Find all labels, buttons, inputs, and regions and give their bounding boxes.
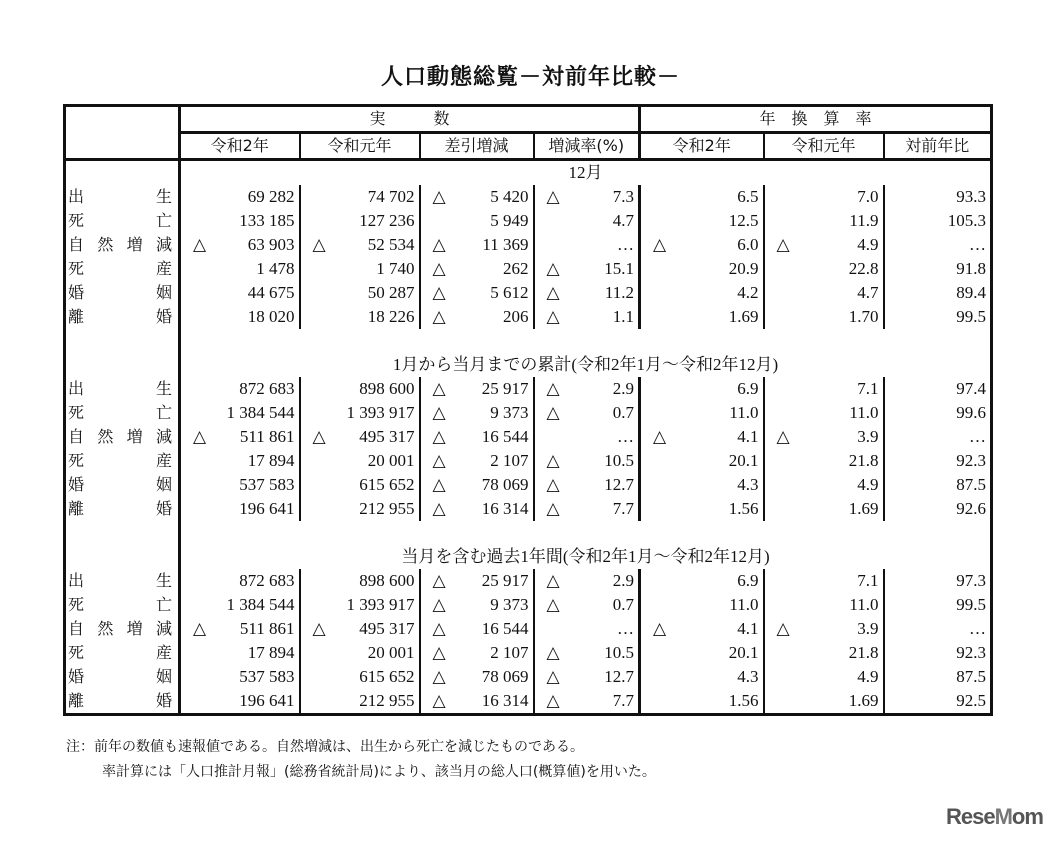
row-label-text: 出 生: [68, 379, 172, 398]
value-number: 2.9: [612, 571, 634, 590]
value-number: 1.1: [612, 307, 634, 326]
value-number: 6.0: [737, 235, 759, 254]
value-number: 3.9: [857, 427, 879, 446]
value-cell: 97.3: [956, 571, 986, 590]
value-cell: 7.1: [764, 377, 884, 401]
value-number: 2.9: [612, 379, 634, 398]
value-cell: [640, 617, 764, 641]
value-number: 0.7: [612, 595, 634, 614]
row-label: [65, 473, 180, 497]
value-cell: 21.8: [764, 449, 884, 473]
table-row: [65, 209, 992, 233]
value-number: 5 420: [490, 187, 529, 206]
negative-triangle-icon: △: [546, 307, 560, 326]
negative-triangle-icon: △: [546, 187, 560, 206]
value-cell: 87.5: [956, 667, 986, 686]
negative-triangle-icon: △: [432, 619, 446, 638]
value-cell: 4.9: [764, 665, 884, 689]
row-label: [65, 257, 180, 281]
value-cell: 91.8: [956, 259, 986, 278]
section-spacer: [65, 329, 992, 353]
value-cell: 11.0: [640, 401, 764, 425]
negative-triangle-icon: △: [653, 619, 667, 638]
value-cell: 12.5: [640, 209, 764, 233]
value-cell: 20 001: [300, 449, 420, 473]
column-header: 令和元年: [764, 133, 884, 160]
value-cell: 89.4: [956, 283, 986, 302]
value-cell: 1 384 544: [180, 593, 300, 617]
value-cell: [534, 377, 640, 401]
spacer-cell: [180, 329, 992, 353]
negative-triangle-icon: △: [776, 235, 790, 254]
value-cell: 11.0: [764, 593, 884, 617]
value-cell: 11.0: [764, 401, 884, 425]
row-label-text: 自 然 増 減: [68, 427, 172, 446]
value-cell: 4.9: [764, 473, 884, 497]
header-group-actual: 実 数: [180, 106, 640, 133]
row-label-text: 死 亡: [68, 403, 172, 422]
value-number: 78 069: [481, 667, 529, 686]
value-cell: 5 949: [420, 209, 534, 233]
value-cell: 99.5: [956, 307, 986, 326]
section-title: 当月を含む過去1年間(令和2年1月～令和2年12月): [401, 547, 770, 566]
value-cell: [534, 641, 640, 665]
negative-triangle-icon: △: [546, 475, 560, 494]
value-cell: 97.4: [956, 379, 986, 398]
value-cell: …: [534, 233, 640, 257]
section-spacer: [65, 521, 992, 545]
section-title-row: [65, 353, 992, 377]
table-row: [65, 593, 992, 617]
row-label-text: 離 婚: [68, 499, 172, 518]
row-label: [65, 209, 180, 233]
value-number: 52 534: [367, 235, 415, 254]
value-cell: 69 282: [180, 185, 300, 209]
value-cell: …: [534, 425, 640, 449]
value-cell: [420, 593, 534, 617]
value-cell: 7.1: [764, 569, 884, 593]
value-number: 12.7: [604, 475, 634, 494]
value-number: 4.9: [857, 235, 879, 254]
value-cell: 127 236: [300, 209, 420, 233]
negative-triangle-icon: △: [193, 427, 207, 446]
value-number: 11.2: [604, 283, 634, 302]
negative-triangle-icon: △: [432, 403, 446, 422]
negative-triangle-icon: △: [546, 379, 560, 398]
row-label-text: 自 然 増 減: [68, 235, 172, 254]
column-header: 令和元年: [300, 133, 420, 160]
header-group-annual-rate: 年 換 算 率: [640, 106, 992, 133]
column-header: 令和2年: [180, 133, 300, 160]
negative-triangle-icon: △: [432, 379, 446, 398]
value-number: 16 544: [481, 427, 529, 446]
value-cell: 11.9: [764, 209, 884, 233]
value-cell: 537 583: [180, 473, 300, 497]
row-label: [65, 617, 180, 641]
row-label: [65, 425, 180, 449]
negative-triangle-icon: △: [432, 499, 446, 518]
value-cell: 898 600: [300, 377, 420, 401]
negative-triangle-icon: △: [432, 595, 446, 614]
value-cell: [420, 401, 534, 425]
row-label-text: 死 産: [68, 259, 172, 278]
value-cell: 18 020: [180, 305, 300, 329]
value-cell: [534, 665, 640, 689]
negative-triangle-icon: △: [776, 619, 790, 638]
value-cell: 20.1: [640, 641, 764, 665]
value-cell: 1.70: [764, 305, 884, 329]
value-cell: 20.1: [640, 449, 764, 473]
population-dynamics-table: [63, 104, 993, 716]
value-cell: 99.5: [956, 595, 986, 614]
value-cell: 99.6: [956, 403, 986, 422]
value-number: 3.9: [857, 619, 879, 638]
negative-triangle-icon: △: [546, 451, 560, 470]
value-cell: 1.56: [640, 689, 764, 715]
note-2: 率計算には「人口推計月報」(総務省統計局)により、該当月の総人口(概算値)を用いた。: [102, 764, 656, 780]
value-cell: 1.69: [764, 497, 884, 521]
value-cell: 872 683: [180, 569, 300, 593]
value-cell: 537 583: [180, 665, 300, 689]
row-label-text: 婚 姻: [68, 475, 172, 494]
row-label: [65, 401, 180, 425]
value-cell: [534, 473, 640, 497]
row-label: [65, 593, 180, 617]
value-number: 9 373: [490, 595, 529, 614]
value-cell: 44 675: [180, 281, 300, 305]
value-cell: 196 641: [180, 689, 300, 715]
value-cell: 615 652: [300, 665, 420, 689]
value-number: 4.1: [737, 619, 759, 638]
table-row: [65, 449, 992, 473]
value-cell: 92.6: [956, 499, 986, 518]
value-cell: [420, 425, 534, 449]
value-cell: 87.5: [956, 475, 986, 494]
value-cell: 6.9: [640, 377, 764, 401]
value-cell: 4.7: [764, 281, 884, 305]
row-label-text: 婚 姻: [68, 283, 172, 302]
value-cell: 1.69: [764, 689, 884, 715]
row-label-text: 離 婚: [68, 307, 172, 326]
value-cell: [764, 425, 884, 449]
negative-triangle-icon: △: [432, 643, 446, 662]
value-cell: [180, 617, 300, 641]
value-number: 262: [503, 259, 529, 278]
section-title-row: [65, 545, 992, 569]
value-cell: …: [969, 619, 986, 638]
negative-triangle-icon: △: [432, 475, 446, 494]
value-cell: [534, 689, 640, 715]
negative-triangle-icon: △: [546, 643, 560, 662]
value-cell: 20 001: [300, 641, 420, 665]
header-corner: [65, 106, 180, 160]
negative-triangle-icon: △: [312, 427, 326, 446]
value-number: 16 314: [481, 691, 529, 710]
section-title: 1月から当月までの累計(令和2年1月～令和2年12月): [392, 355, 779, 374]
table-row: [65, 569, 992, 593]
value-cell: 92.3: [956, 451, 986, 470]
row-label-text: 離 婚: [68, 691, 172, 710]
value-number: 7.7: [612, 499, 634, 518]
value-number: 511 861: [239, 427, 295, 446]
value-number: 63 903: [247, 235, 295, 254]
value-number: 495 317: [359, 619, 415, 638]
table-row: [65, 305, 992, 329]
table-row: [65, 233, 992, 257]
value-cell: 4.2: [640, 281, 764, 305]
value-cell: 7.0: [764, 185, 884, 209]
negative-triangle-icon: △: [546, 259, 560, 278]
value-cell: …: [969, 235, 986, 254]
page-title: 人口動態総覧－対前年比較－: [380, 65, 680, 90]
value-cell: [534, 449, 640, 473]
table-row: [65, 473, 992, 497]
value-cell: …: [969, 427, 986, 446]
negative-triangle-icon: △: [312, 619, 326, 638]
value-cell: [300, 617, 420, 641]
value-cell: [420, 257, 534, 281]
value-number: 9 373: [490, 403, 529, 422]
value-number: 16 544: [481, 619, 529, 638]
column-header: 差引増減: [420, 133, 534, 160]
value-number: 10.5: [604, 451, 634, 470]
column-header: 令和2年: [640, 133, 764, 160]
row-label: [65, 641, 180, 665]
value-number: 7.7: [612, 691, 634, 710]
value-cell: 4.3: [640, 665, 764, 689]
negative-triangle-icon: △: [653, 235, 667, 254]
row-label-text: 出 生: [68, 571, 172, 590]
value-cell: [534, 593, 640, 617]
spacer-cell: [180, 521, 992, 545]
value-number: 25 917: [481, 379, 529, 398]
value-cell: [534, 569, 640, 593]
value-cell: [180, 425, 300, 449]
value-number: 2 107: [490, 451, 529, 470]
table-row: [65, 497, 992, 521]
negative-triangle-icon: △: [432, 187, 446, 206]
value-cell: 1.56: [640, 497, 764, 521]
table-row: [65, 617, 992, 641]
value-cell: 74 702: [300, 185, 420, 209]
row-label: [65, 497, 180, 521]
negative-triangle-icon: △: [546, 595, 560, 614]
row-label: [65, 233, 180, 257]
value-cell: 898 600: [300, 569, 420, 593]
value-cell: 6.9: [640, 569, 764, 593]
value-cell: [420, 233, 534, 257]
spacer-cell: [65, 160, 180, 186]
value-number: 12.7: [604, 667, 634, 686]
value-cell: [534, 497, 640, 521]
column-header: 対前年比: [884, 133, 992, 160]
row-label: [65, 377, 180, 401]
negative-triangle-icon: △: [193, 235, 207, 254]
value-cell: 17 894: [180, 449, 300, 473]
value-cell: [640, 425, 764, 449]
value-cell: 212 955: [300, 689, 420, 715]
spacer-cell: [65, 353, 180, 377]
value-number: 78 069: [481, 475, 529, 494]
value-cell: 11.0: [640, 593, 764, 617]
value-cell: [764, 233, 884, 257]
negative-triangle-icon: △: [546, 283, 560, 302]
table-row: [65, 185, 992, 209]
row-label: [65, 569, 180, 593]
value-number: 495 317: [359, 427, 415, 446]
value-cell: [640, 233, 764, 257]
negative-triangle-icon: △: [432, 307, 446, 326]
value-cell: 4.3: [640, 473, 764, 497]
value-number: 0.7: [612, 403, 634, 422]
value-cell: 4.7: [534, 209, 640, 233]
value-cell: [534, 305, 640, 329]
value-number: 25 917: [481, 571, 529, 590]
table-row: [65, 641, 992, 665]
row-label-text: 死 亡: [68, 595, 172, 614]
value-cell: 1 384 544: [180, 401, 300, 425]
value-cell: [420, 449, 534, 473]
row-label: [65, 305, 180, 329]
table-row: [65, 665, 992, 689]
header-group-row: [65, 106, 992, 133]
note-1: 注：前年の数値も速報値である。自然増減は、出生から死亡を減じたものである。: [66, 739, 584, 755]
value-cell: [300, 233, 420, 257]
value-number: 10.5: [604, 643, 634, 662]
row-label: [65, 281, 180, 305]
value-cell: [420, 497, 534, 521]
value-cell: …: [534, 617, 640, 641]
value-cell: [420, 689, 534, 715]
row-label: [65, 665, 180, 689]
value-cell: [534, 257, 640, 281]
table-row: [65, 689, 992, 715]
value-cell: 615 652: [300, 473, 420, 497]
value-cell: 17 894: [180, 641, 300, 665]
value-cell: 1 478: [180, 257, 300, 281]
value-number: 511 861: [239, 619, 295, 638]
value-cell: [180, 233, 300, 257]
value-number: 4.1: [737, 427, 759, 446]
table-row: [65, 401, 992, 425]
value-number: 16 314: [481, 499, 529, 518]
value-cell: [420, 473, 534, 497]
value-cell: 92.5: [956, 691, 986, 710]
section-title: 12月: [568, 163, 603, 182]
column-header: 増減率(%): [534, 133, 640, 160]
value-cell: [420, 281, 534, 305]
row-label: [65, 449, 180, 473]
row-label-text: 自 然 増 減: [68, 619, 172, 638]
value-cell: [420, 569, 534, 593]
negative-triangle-icon: △: [776, 427, 790, 446]
value-cell: 50 287: [300, 281, 420, 305]
negative-triangle-icon: △: [432, 427, 446, 446]
value-number: 206: [503, 307, 529, 326]
value-number: 7.3: [612, 187, 634, 206]
spacer-cell: [65, 521, 180, 545]
table-row: [65, 425, 992, 449]
value-number: 11 369: [482, 235, 529, 254]
value-cell: 93.3: [956, 187, 986, 206]
negative-triangle-icon: △: [432, 235, 446, 254]
value-number: 15.1: [604, 259, 634, 278]
value-cell: 1.69: [640, 305, 764, 329]
header-column-row: [65, 133, 992, 160]
table-row: [65, 257, 992, 281]
value-cell: [420, 665, 534, 689]
negative-triangle-icon: △: [432, 259, 446, 278]
value-cell: [420, 377, 534, 401]
value-cell: 1 393 917: [300, 593, 420, 617]
row-label-text: 死 産: [68, 451, 172, 470]
value-cell: [420, 617, 534, 641]
value-cell: 21.8: [764, 641, 884, 665]
value-cell: 133 185: [180, 209, 300, 233]
value-cell: 1 740: [300, 257, 420, 281]
section-title-row: [65, 160, 992, 186]
value-cell: 212 955: [300, 497, 420, 521]
negative-triangle-icon: △: [546, 571, 560, 590]
negative-triangle-icon: △: [193, 619, 207, 638]
value-cell: [420, 185, 534, 209]
spacer-cell: [65, 545, 180, 569]
row-label: [65, 689, 180, 715]
value-cell: 105.3: [947, 211, 986, 230]
value-cell: [420, 305, 534, 329]
value-cell: [534, 401, 640, 425]
negative-triangle-icon: △: [653, 427, 667, 446]
negative-triangle-icon: △: [432, 283, 446, 302]
row-label: [65, 185, 180, 209]
value-number: 5 612: [490, 283, 529, 302]
value-cell: [420, 641, 534, 665]
row-label-text: 死 産: [68, 643, 172, 662]
resemom-logo: ReseMom: [946, 804, 1043, 829]
negative-triangle-icon: △: [432, 571, 446, 590]
spacer-cell: [65, 329, 180, 353]
negative-triangle-icon: △: [546, 499, 560, 518]
negative-triangle-icon: △: [546, 667, 560, 686]
value-cell: [764, 617, 884, 641]
footnotes: [66, 735, 656, 785]
row-label-text: 婚 姻: [68, 667, 172, 686]
value-cell: 1 393 917: [300, 401, 420, 425]
value-cell: [534, 281, 640, 305]
negative-triangle-icon: △: [432, 451, 446, 470]
value-cell: 872 683: [180, 377, 300, 401]
value-cell: 92.3: [956, 643, 986, 662]
table-row: [65, 281, 992, 305]
table-row: [65, 377, 992, 401]
value-cell: 20.9: [640, 257, 764, 281]
value-cell: 18 226: [300, 305, 420, 329]
value-number: 2 107: [490, 643, 529, 662]
row-label-text: 出 生: [68, 187, 172, 206]
negative-triangle-icon: △: [546, 691, 560, 710]
row-label-text: 死 亡: [68, 211, 172, 230]
negative-triangle-icon: △: [546, 403, 560, 422]
value-cell: [300, 425, 420, 449]
value-cell: 196 641: [180, 497, 300, 521]
negative-triangle-icon: △: [432, 667, 446, 686]
value-cell: 6.5: [640, 185, 764, 209]
negative-triangle-icon: △: [432, 691, 446, 710]
value-cell: [534, 185, 640, 209]
negative-triangle-icon: △: [312, 235, 326, 254]
value-cell: 22.8: [764, 257, 884, 281]
